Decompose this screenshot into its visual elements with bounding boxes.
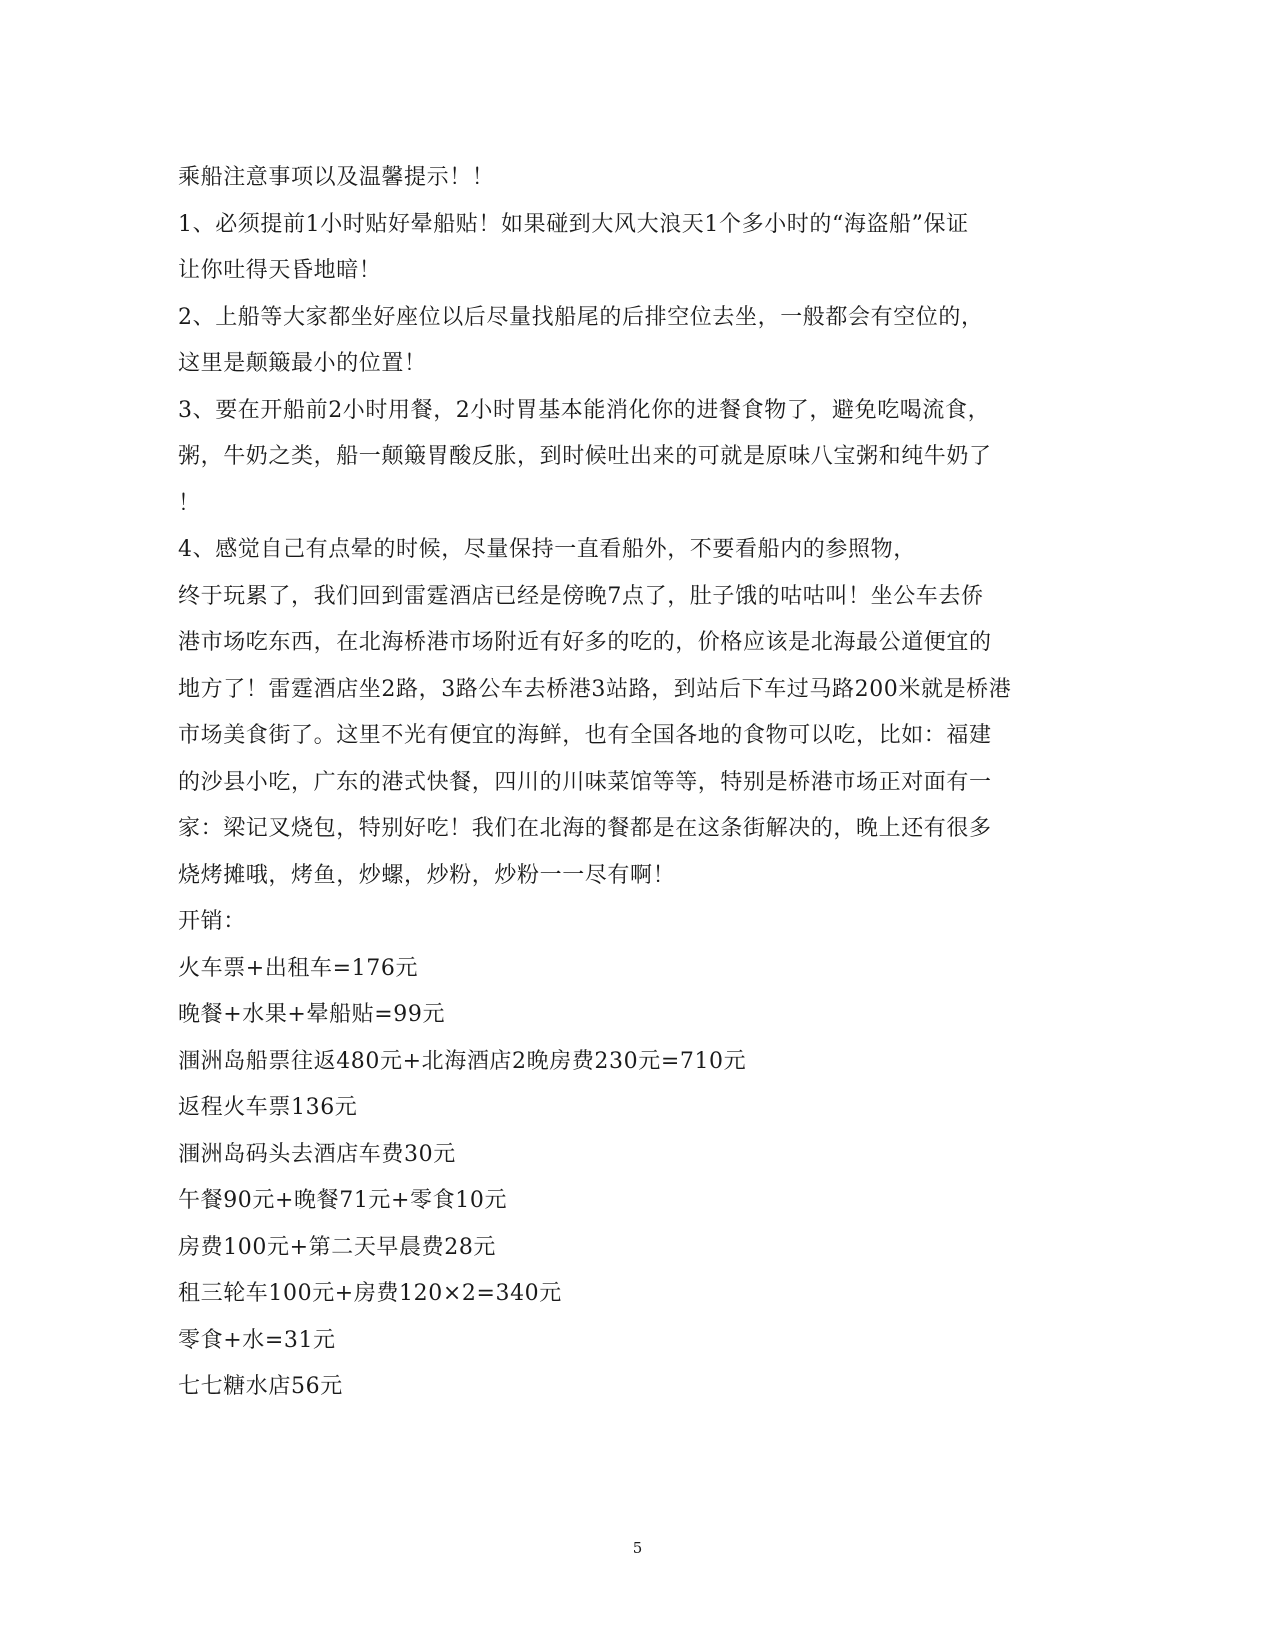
expense-item: 零食+水=31元 (178, 1327, 336, 1353)
text-line: 3、要在开船前2小时用餐，2小时胃基本能消化你的进餐食物了，避免吃喝流食， (178, 397, 991, 423)
text-line: 这里是颠簸最小的位置！ (178, 351, 427, 376)
expense-item: 返程火车票136元 (178, 1095, 358, 1120)
expense-item: 房费100元+第二天早晨费28元 (178, 1234, 497, 1260)
text-line: 港市场吃东西，在北海桥港市场附近有好多的吃的，价格应该是北海最公道便宜的 (178, 630, 992, 655)
text-line: 家：梁记叉烧包，特别好吃！我们在北海的餐都是在这条街解决的，晚上还有很多 (178, 816, 992, 841)
expense-item: 租三轮车100元+房费120×2=340元 (178, 1281, 562, 1306)
page-number: 5 (632, 1539, 643, 1557)
document-body (178, 155, 1040, 1411)
text-line: 1、必须提前1小时贴好晕船贴！如果碰到大风大浪天1个多小时的“海盗船”保证 (178, 211, 969, 237)
expense-item: 涠洲岛船票往返480元+北海酒店2晚房费230元=710元 (178, 1048, 747, 1074)
text-line: 的沙县小吃，广东的港式快餐，四川的川味菜馆等等，特别是桥港市场正对面有一 (178, 769, 992, 795)
expense-item: 火车票+出租车=176元 (178, 955, 419, 981)
text-line: 2、上船等大家都坐好座位以后尽量找船尾的后排空位去坐，一般都会有空位的， (178, 304, 984, 330)
text-line: 粥，牛奶之类，船一颠簸胃酸反胀，到时候吐出来的可就是原味八宝粥和纯牛奶了 (178, 444, 992, 469)
text-line: 4、感觉自己有点晕的时候，尽量保持一直看船外，不要看船内的参照物， (178, 537, 916, 562)
text-line: 让你吐得天昏地暗！ (178, 258, 382, 283)
expense-item: 午餐90元+晚餐71元+零食10元 (178, 1188, 508, 1213)
expense-item: 晚餐+水果+晕船贴=99元 (178, 1002, 446, 1027)
expense-item: 涠洲岛码头去酒店车费30元 (178, 1141, 456, 1167)
text-line: ！ (178, 490, 201, 516)
expenses-heading: 开销： (178, 909, 246, 934)
text-line: 市场美食街了。这里不光有便宜的海鲜，也有全国各地的食物可以吃，比如：福建 (178, 723, 992, 748)
text-line: 烧烤摊哦，烤鱼，炒螺，炒粉，炒粉一一尽有啊！ (178, 862, 676, 888)
expense-item: 七七糖水店56元 (178, 1374, 343, 1399)
text-line: 终于玩累了，我们回到雷霆酒店已经是傍晚7点了，肚子饿的咕咕叫！坐公车去侨 (178, 583, 984, 609)
text-line: 乘船注意事项以及温馨提示！！ (178, 165, 495, 190)
text-line: 地方了！雷霆酒店坐2路，3路公车去桥港3站路，到站后下车过马路200米就是桥港 (178, 676, 1012, 702)
